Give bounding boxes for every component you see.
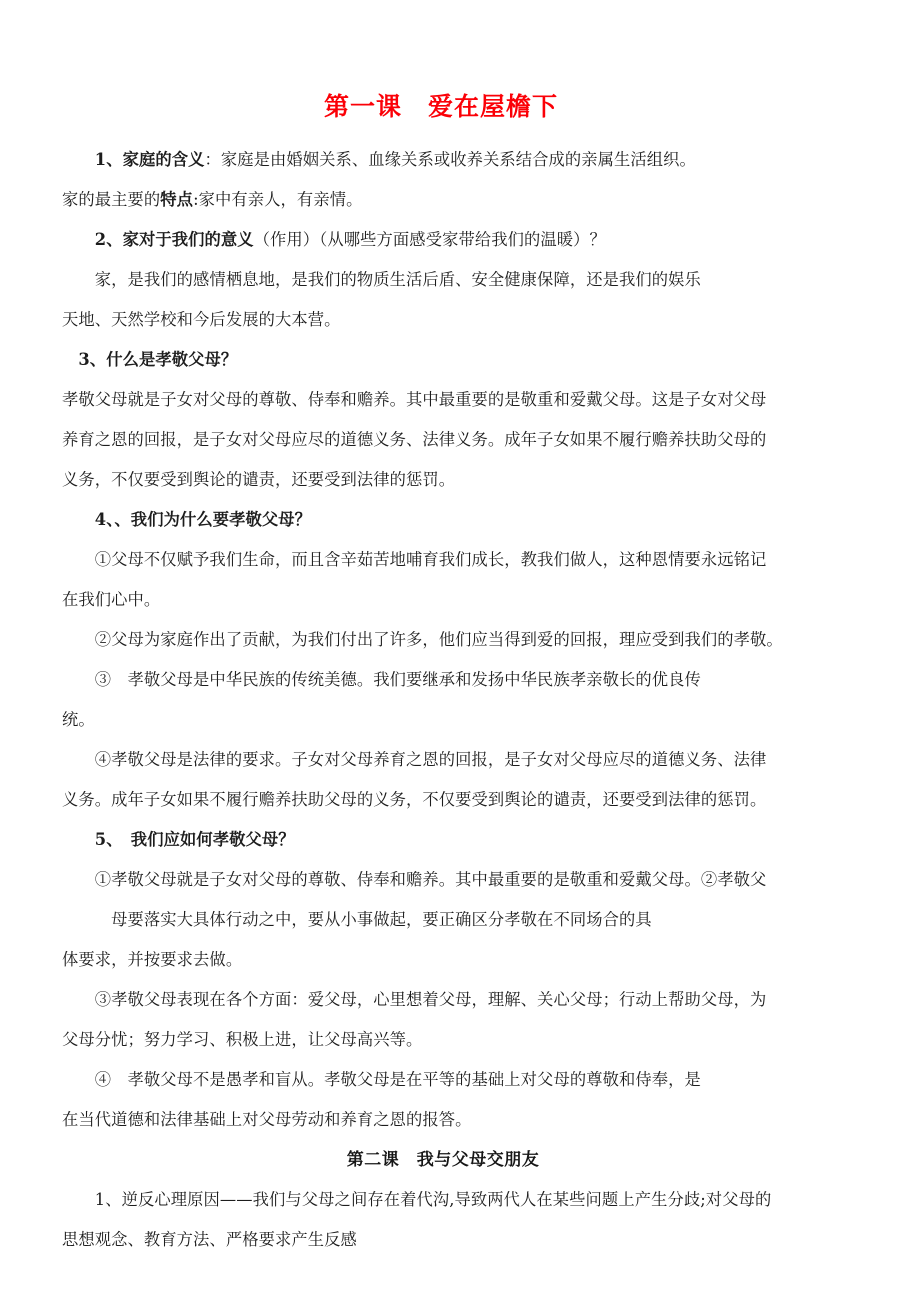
body-line: 父母分忧；努力学习、积极上进，让父母高兴等。	[62, 1030, 423, 1049]
body-line: 1、逆反心理原因——我们与父母之间存在着代沟,导致两代人在某些问题上产生分歧;对父母的	[62, 1190, 772, 1209]
body-line: ③孝敬父母表现在各个方面：爱父母，心里想着父母，理解、关心父母；行动上帮助父母，为	[62, 990, 767, 1009]
heading-line: 3、什么是孝敬父母？	[62, 350, 238, 369]
body-line: 2、家对于我们的意义（作用）（从哪些方面感受家带给我们的温暖）？	[94, 230, 606, 249]
body-line: ④孝敬父母是法律的要求。子女对父母养育之恩的回报，是子女对父母应尽的道德义务、法律	[62, 750, 767, 769]
body-line: 养育之恩的回报，是子女对父母应尽的道德义务、法律义务。成年子女如果不履行赡养扶助父母的	[62, 430, 767, 449]
emphasis-text: 1、家庭的含义	[94, 150, 205, 169]
body-line: 1、家庭的含义：家庭是由婚姻关系、血缘关系或收养关系结合成的亲属生活组织。	[94, 150, 696, 169]
body-line: 孝敬父母就是子女对父母的尊敬、侍奉和赡养。其中最重要的是敬重和爱戴父母。这是子女对父母	[62, 390, 767, 409]
body-line: ④ 孝敬父母不是愚孝和盲从。孝敬父母是在平等的基础上对父母的尊敬和侍奉，是	[62, 1070, 701, 1089]
body-line: 体要求，并按要求去做。	[62, 950, 243, 969]
heading-line: 5、 我们应如何孝敬父母？	[62, 830, 295, 849]
body-line: 家，是我们的感情栖息地，是我们的物质生活后盾、安全健康保障，还是我们的娱乐	[62, 270, 701, 289]
body-line: 义务，不仅要受到舆论的谴责，还要受到法律的惩罚。	[62, 470, 456, 489]
body-line: ①孝敬父母就是子女对父母的尊敬、侍奉和赡养。其中最重要的是敬重和爱戴父母。②孝敬父	[62, 870, 767, 889]
body-line: 在当代道德和法律基础上对父母劳动和养育之恩的报答。	[62, 1110, 472, 1129]
body-line: ③ 孝敬父母是中华民族的传统美德。我们要继承和发扬中华民族孝亲敬长的优良传	[62, 670, 701, 689]
body-line: ①父母不仅赋予我们生命，而且含辛茹苦地哺育我们成长，教我们做人，这种恩情要永远铭记	[62, 550, 767, 569]
body-line: 家的最主要的特点:家中有亲人，有亲情。	[62, 190, 363, 209]
body-line: 在我们心中。	[62, 590, 161, 609]
body-line: 天地、天然学校和今后发展的大本营。	[62, 310, 341, 329]
body-line: 义务。成年子女如果不履行赡养扶助父母的义务，不仅要受到舆论的谴责，还要受到法律的惩罚。	[62, 790, 767, 809]
document-body	[62, 140, 824, 1260]
body-line: 母要落实大具体行动之中，要从小事做起，要正确区分孝敬在不同场合的具	[62, 910, 652, 929]
emphasis-text: 2、家对于我们的意义	[94, 230, 254, 249]
emphasis-text: 特点	[160, 190, 194, 209]
body-line: 思想观念、教育方法、严格要求产生反感	[62, 1230, 357, 1249]
page-title: 第一课 爱在屋檐下	[323, 92, 558, 121]
heading-line: 4、、我们为什么要孝敬父母？	[62, 510, 312, 529]
body-line: 统。	[62, 710, 95, 729]
body-line: ②父母为家庭作出了贡献，为我们付出了许多，他们应当得到爱的回报，理应受到我们的孝敬。	[62, 630, 783, 649]
section-heading: 第二课 我与父母交朋友	[346, 1150, 540, 1170]
